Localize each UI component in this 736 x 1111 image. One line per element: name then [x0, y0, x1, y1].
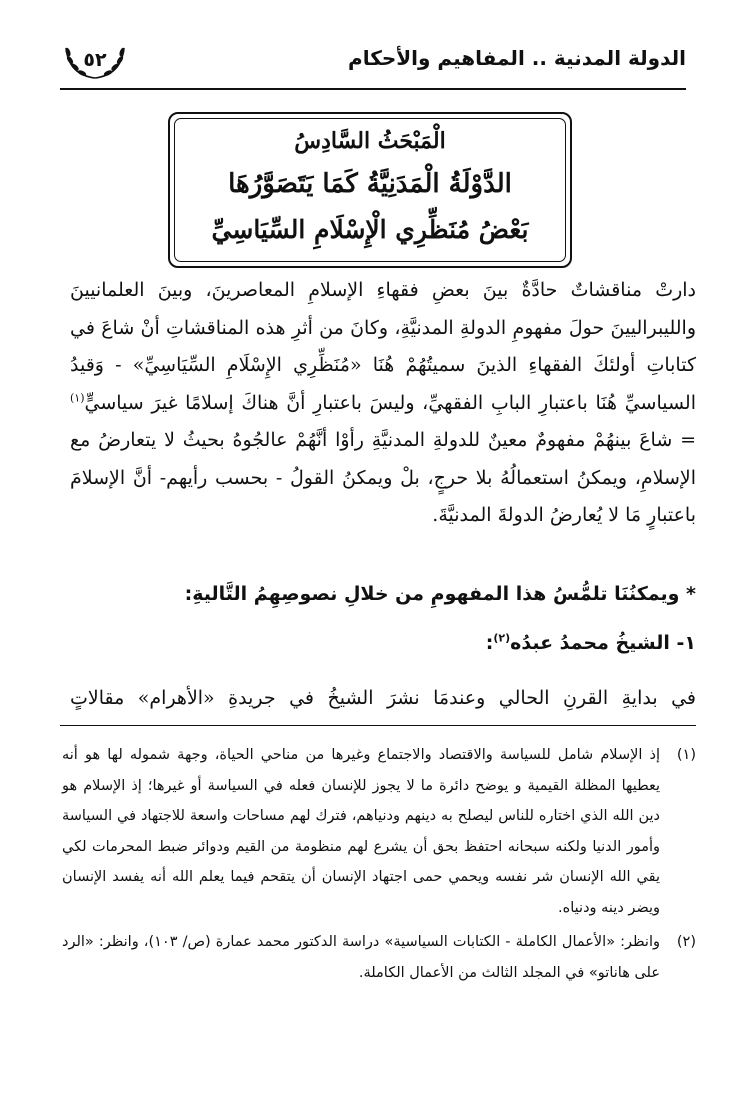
page-number: ٥٢ [83, 49, 107, 71]
running-header-title: الدولة المدنية .. المفاهيم والأحكام [348, 46, 686, 70]
paragraph-1 [70, 272, 696, 535]
footnote-divider [60, 725, 696, 726]
continuation-paragraph: في بدايةِ القرنِ الحالي وعندمَا نشرَ الشيخُ في جريدةِ «الأهرام» مقالاتٍ [70, 687, 696, 709]
paragraph-1-part-a: دارتْ مناقشاتٌ حادَّةٌ بينَ بعضِ فقهاءِ الإسلامِ المعاصرينَ، وبينَ العلمانيينَ والليبراليينَ حولَ مفهومِ الدولةِ المدنيَّةِ، وكانَ من أثرِ هذه المناقشاتِ أنْ شاعَ في كتاباتِ أولئكَ الفقهاءِ الذينَ سميتُهُمْ هُنَا «مُنَظِّرِي الإِسْلَامِ السِّيَاسِيِّ» - وَقيدُ السياسيِّ هُنَا باعتبارِ البابِ الفقهيِّ، وليسَ باعتبارِ أنَّ هناكَ إسلامًا غيرَ سياسيٍّ [70, 279, 696, 414]
main-paragraph [70, 272, 696, 535]
footnote-1-text: إذ الإسلام شامل للسياسة والاقتصاد والاجتماع وغيرها من مناحي الحياة، وجهة شموله لها هو أنه يعطيها المظلة القيمية و يوضح دائرة ما لا يجوز للإنسان فعله في السياسة أو غيرها؛ إذ الإسلام هو دين الله الذي اختاره للناس ليصلح به دينهم ودنياهم، فترك لهم مساحات واسعة للاجتهاد في السياسة وأمور الدنيا ولكنه سبحانه احتفظ بحق أن يشرع لهم منظومة من القيم ودوائر ضبط المحرمات لكي يقي الله الإنسان شر نفسه ويحمي حمى اجتهاد الإنسان أن يتقحم فيما يعلم الله أنه يفسد الإنسان ويضر دينه ودنياه. [62, 747, 660, 916]
subheading-muhammad-abduh [486, 632, 696, 654]
footnote-2-text: وانظر: «الأعمال الكاملة - الكتابات السياسية» دراسة الدكتور محمد عمارة (ص/ ١٠٣)، وانظر: «الرد على هاناتو» في المجلد الثالث من الأعمال الكاملة. [62, 934, 660, 981]
footnote-2-number: (٢) [676, 934, 696, 950]
section-title-line-3: بَعْضُ مُنَظِّرِي الْإِسْلَامِ السِّيَاسِيِّ [211, 215, 529, 244]
bullet-intro-line: * ويمكنُنَا تلمُّسُ هذا المفهومِ من خلالِ نصوصِهِمُ التَّاليةِ: [184, 583, 696, 605]
paragraph-1-part-b: = شاعَ بينهُمْ مفهومٌ معينٌ للدولةِ المدنيَّةِ رأوْا أنَّهُمْ عالجُوهُ بحيثُ لا يتعارضُ مع الإسلامِ، ويمكنُ استعمالُهُ بلا حرجٍ، بلْ ويمكنُ القولُ - بحسب رأيهم- أنَّ الإسلامَ باعتبارٍ مَا لا يُعارضُ الدولةَ المدنيَّةَ. [70, 429, 696, 526]
running-header [60, 38, 686, 86]
footnotes [62, 740, 696, 988]
subheading-colon: : [485, 632, 494, 654]
footnote-ref-1: (١) [70, 391, 85, 405]
footnote-1 [62, 740, 696, 923]
header-divider [60, 88, 686, 90]
section-title-box [168, 112, 572, 268]
subheading-text: ١- الشيخُ محمدُ عبدُه [510, 632, 696, 654]
section-number-title: الْمَبْحَثُ السَّادِسُ [294, 128, 446, 154]
footnote-2 [62, 927, 696, 988]
footnote-ref-2: (٢) [493, 631, 511, 645]
section-title-line-2: الدَّوْلَةُ الْمَدَنِيَّةُ كَمَا يَتَصَوَّرُهَا [228, 169, 512, 199]
footnote-1-number: (١) [676, 747, 696, 763]
page-number-badge [60, 38, 130, 82]
